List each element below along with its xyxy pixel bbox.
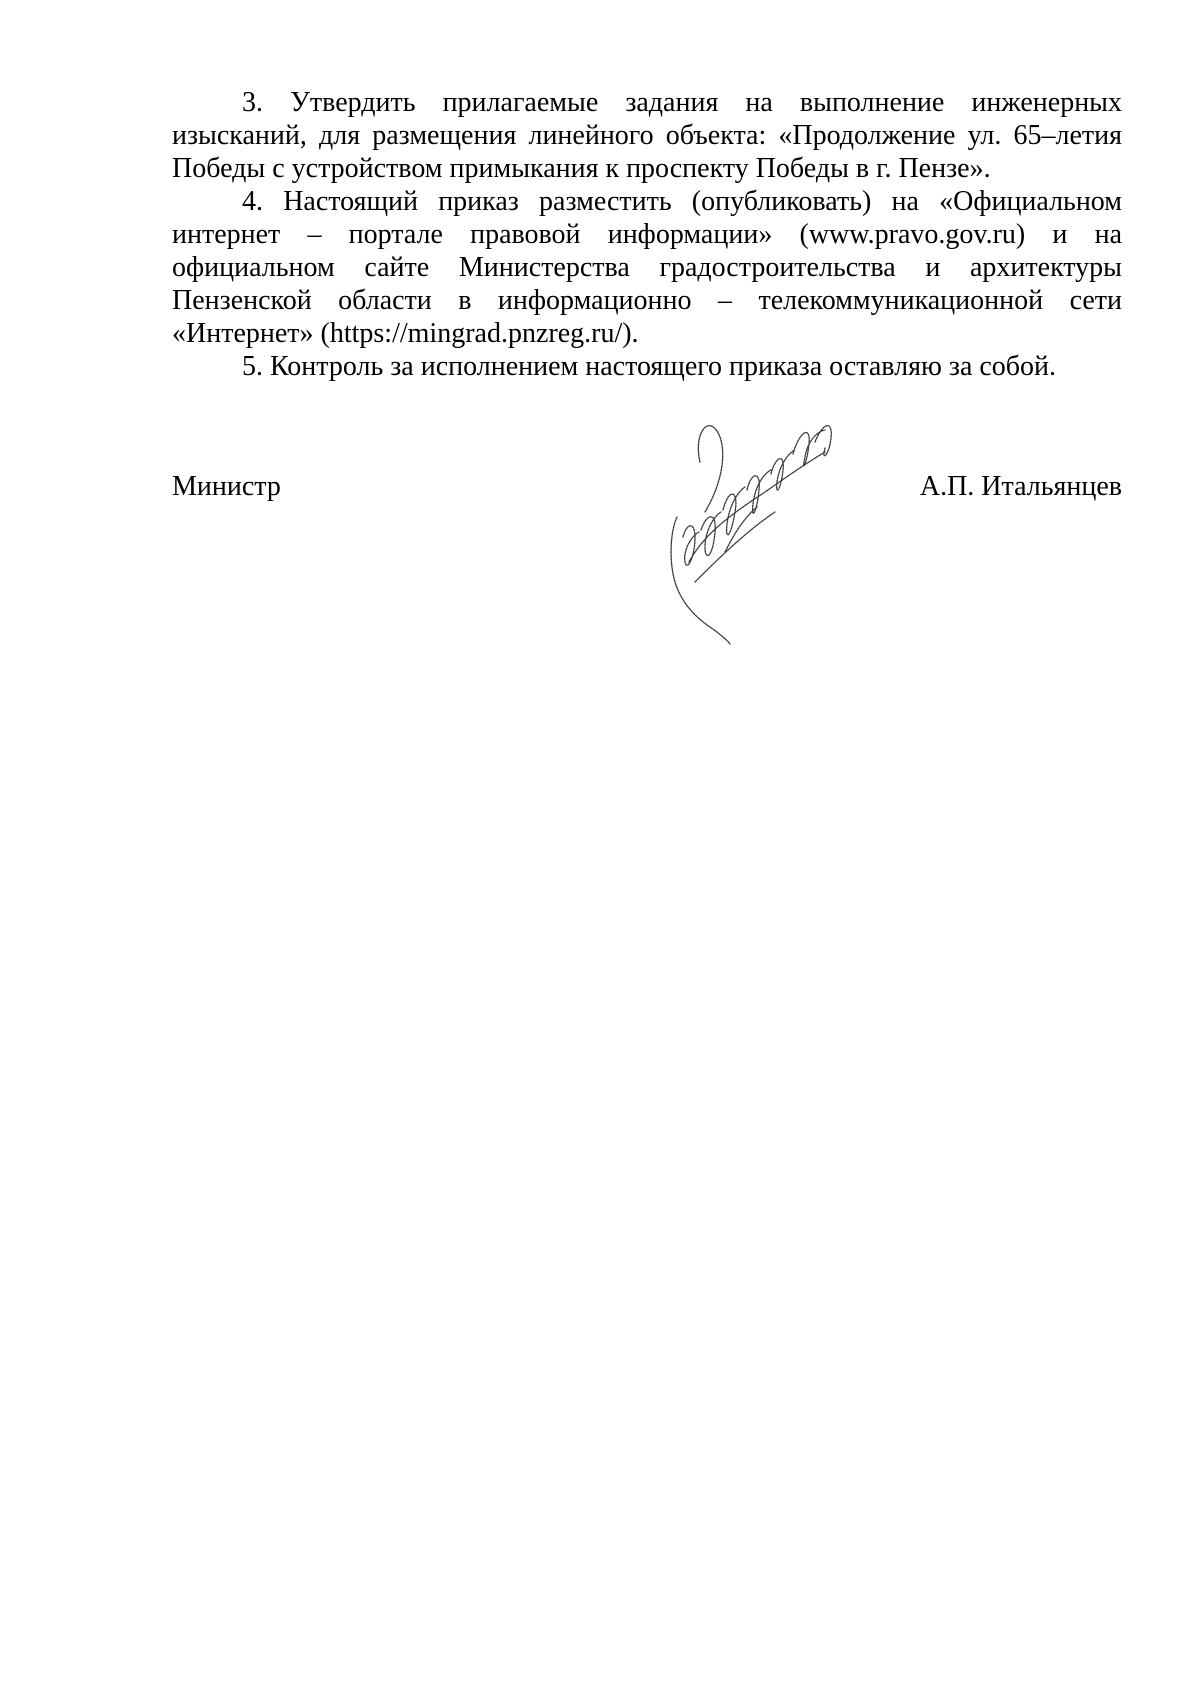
document-body — [172, 86, 1122, 383]
paragraph-3: 3. Утвердить прилагаемые задания на выполнение инженерных изысканий, для размещения линейного объекта: «Продолжение ул. 65–летия Победы с устройством примыкания к проспекту Победы в г. Пензе». — [172, 87, 1122, 184]
paragraph-5: 5. Контроль за исполнением настоящего приказа оставляю за собой. — [242, 351, 1057, 382]
paragraph-4: 4. Настоящий приказ разместить (опубликовать) на «Официальном интернет – портале правовой информации» (www.pravo.gov.ru) и на официальном сайте Министерства градостроительства и архитектуры Пензенской области в информационно – телекоммуникационной сети «Интернет» (https://mingrad.pnzreg.ru/). — [172, 186, 1122, 349]
signatory-name: А.П. Итальянцев — [919, 471, 1122, 502]
handwritten-signature — [665, 412, 855, 652]
signatory-title: Министр — [172, 471, 281, 502]
signature-block — [172, 470, 1122, 510]
